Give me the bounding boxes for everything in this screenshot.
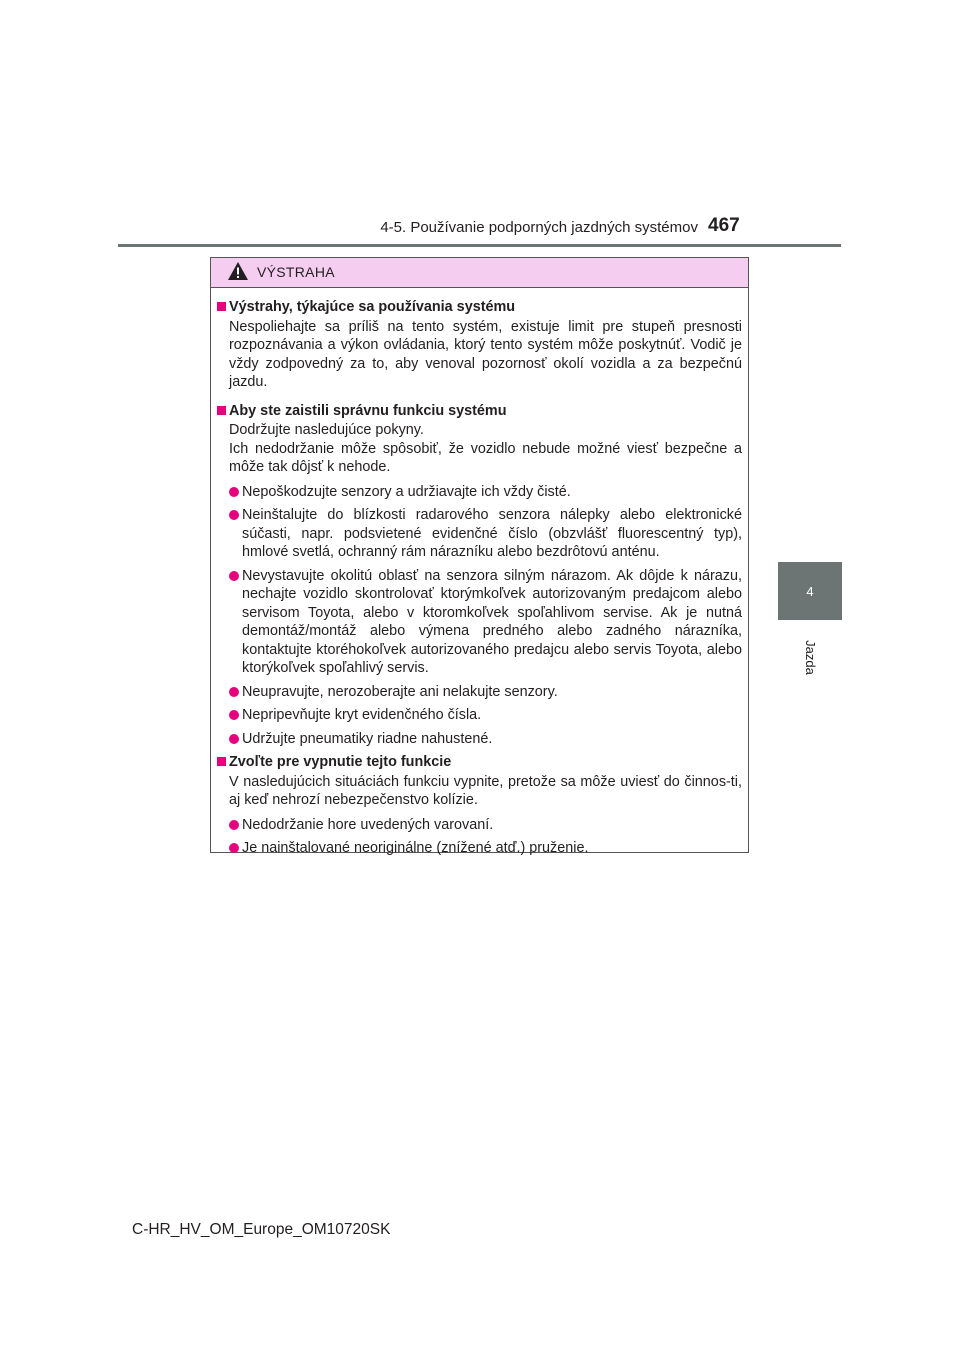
section-heading-disable: Zvoľte pre vypnutie tejto funkcie <box>217 753 742 772</box>
section-paragraph: Nespoliehajte sa príliš na tento systém, existuje limit pre stupeň presnosti rozpoznávania a výkon ovládania, ktorý tento systém môže poskytnúť. Vodič je vždy zodpovedný za to, aby venoval pozornosť okolí vozidla a za bezpečnú jazdu. <box>229 318 742 390</box>
section-paragraph: Dodržujte nasledujúce pokyny. <box>229 422 424 438</box>
section-heading-function: Aby ste zaistili správnu funkciu systému <box>217 402 742 421</box>
warning-box <box>210 257 749 856</box>
list-item: Nedodržanie hore uvedených varovaní. <box>217 816 742 835</box>
list-item: Je nainštalované neoriginálne (znížené atď.) pruženie. <box>217 839 742 858</box>
warning-header <box>211 258 748 288</box>
warning-triangle-icon <box>227 261 249 281</box>
warning-title: VÝSTRAHA <box>257 264 335 280</box>
list-item: Nepripevňujte kryt evidenčného čísla. <box>217 706 742 725</box>
chapter-number: 4 <box>806 583 814 599</box>
list-item: Nepoškodzujte senzory a udržiavajte ich vždy čisté. <box>217 483 742 502</box>
list-item: Nevystavujte okolitú oblasť na senzora silným nárazom. Ak dôjde k nárazu, nechajte vozidlo skontrolovať ktorýmkoľvek autorizovaným predajcom alebo servisom Toyota, alebo v ktoromkoľvek spoľahlivom servise. Ak je nutná demontáž/montáž alebo výmena predného alebo zadného nárazníka, kontaktujte ktoréhokoľvek autorizovaného predajcu alebo servis Toyota, alebo ktorýkoľvek spoľahlivý servis. <box>217 567 742 678</box>
section-heading-usage: Výstrahy, týkajúce sa používania systému <box>217 298 742 317</box>
section-title: 4-5. Používanie podporných jazdných systémov <box>380 219 698 236</box>
chapter-label-container <box>778 632 842 682</box>
header-divider <box>118 244 841 247</box>
chapter-label: Jazda <box>802 639 818 675</box>
list-item: Neinštalujte do blízkosti radarového senzora nálepky alebo elektronické súčasti, napr. podsvietené evidenčné číslo (obzvlášť fluorescentný typ), hmlové svetlá, ochranný rám nárazníku alebo bezdrôtovú anténu. <box>217 506 742 562</box>
list-item: Neupravujte, nerozoberajte ani nelakujte senzory. <box>217 683 742 702</box>
list-item: Udržujte pneumatiky riadne nahustené. <box>217 730 742 749</box>
page-number: 467 <box>708 215 740 236</box>
warning-content <box>211 288 748 858</box>
chapter-tab <box>778 562 842 620</box>
section-paragraph: Ich nedodržanie môže spôsobiť, že vozidlo nebude možné viesť bezpečne a môže tak dôjsť k nehode. <box>229 440 742 475</box>
document-code: C-HR_HV_OM_Europe_OM10720SK <box>132 1221 391 1238</box>
section-paragraph: V nasledujúcich situáciách funkciu vypnite, pretože sa môže uviesť do činnos-ti, aj keď nehrozí nebezpečenstvo kolízie. <box>229 773 742 808</box>
